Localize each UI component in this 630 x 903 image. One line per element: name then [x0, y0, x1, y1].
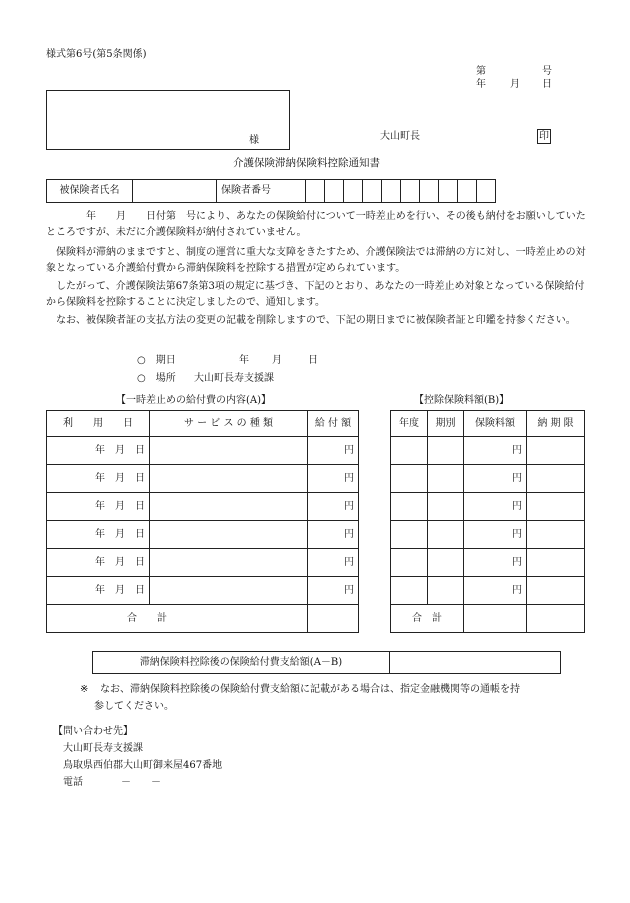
net-payment-label: 滞納保険料控除後の保険給付費支給額(A－B)	[93, 652, 390, 674]
table-a-caption: 【一時差止めの給付費の内容(A)】	[116, 395, 272, 406]
seal-icon: 印	[539, 131, 549, 142]
table-b-year[interactable]	[391, 465, 428, 493]
table-b-period[interactable]	[428, 493, 464, 521]
contact-tel-label: 電話	[63, 777, 83, 788]
table-b-period[interactable]	[428, 521, 464, 549]
table-row	[47, 549, 359, 577]
net-payment-table	[92, 651, 561, 674]
insurer-number-digit[interactable]	[306, 180, 325, 203]
insured-table	[46, 179, 496, 203]
table-b-year[interactable]	[391, 577, 428, 605]
table-a-date[interactable]: 年 月 日	[47, 437, 150, 465]
table-a-amount[interactable]: 円	[308, 549, 359, 577]
table-a-service[interactable]	[150, 577, 308, 605]
table-a-service[interactable]	[150, 549, 308, 577]
table-b-total-due[interactable]	[527, 605, 585, 633]
insurer-number-digit[interactable]	[382, 180, 401, 203]
table-b-period[interactable]	[428, 437, 464, 465]
insurer-number-digit[interactable]	[439, 180, 458, 203]
schedule-place-value: 大山町長寿支援課	[194, 373, 274, 384]
table-a-amount[interactable]: 円	[308, 577, 359, 605]
table-a-header-date: 利 用 日	[47, 411, 150, 437]
insurer-number-digit[interactable]	[344, 180, 363, 203]
table-a-amount[interactable]: 円	[308, 521, 359, 549]
paragraph-1: 年 月 日付第 号により、あなたの保険給付について一時差止めを行い、その後も納付をお願いしていたところですが、未だに介護保険料が納付されていません。	[46, 211, 586, 238]
table-a-header-amount: 給 付 額	[308, 411, 359, 437]
table-a-service[interactable]	[150, 493, 308, 521]
table-a-service[interactable]	[150, 465, 308, 493]
net-payment-value[interactable]	[390, 652, 561, 674]
table-b-amount[interactable]: 円	[464, 521, 527, 549]
schedule-date-label: ○ 期日	[137, 355, 176, 366]
issue-date-month: 月	[510, 79, 520, 90]
table-row	[391, 465, 585, 493]
table-a-amount[interactable]: 円	[308, 437, 359, 465]
table-a-header-service: サ ー ビ ス の 種 類	[150, 411, 308, 437]
table-b-due[interactable]	[527, 521, 585, 549]
table-b-header-period: 期別	[428, 411, 464, 437]
table-row	[391, 437, 585, 465]
issue-date-year: 年	[476, 79, 486, 90]
table-a-date[interactable]: 年 月 日	[47, 493, 150, 521]
table-row	[47, 577, 359, 605]
paragraph-3: したがって、介護保険法第67条第3項の規定に基づき、下記のとおり、あなたの一時差止め対象となっている保険給付から保険料を控除することに決定しましたので、通知します。	[46, 281, 585, 308]
table-a-service[interactable]	[150, 437, 308, 465]
insurer-number-digit[interactable]	[458, 180, 477, 203]
table-a	[46, 410, 359, 633]
issuer-name: 大山町長	[380, 131, 420, 142]
document-title: 介護保険滞納保険料控除通知書	[233, 157, 380, 169]
table-row	[391, 493, 585, 521]
table-a-amount[interactable]: 円	[308, 465, 359, 493]
table-b-total-label: 合 計	[391, 605, 464, 633]
table-b-caption: 【控除保険料額(B)】	[414, 395, 510, 406]
form-label: 様式第6号(第5条関係)	[46, 49, 147, 60]
table-a-date[interactable]: 年 月 日	[47, 521, 150, 549]
table-b-amount[interactable]: 円	[464, 577, 527, 605]
schedule-date-year: 年	[239, 355, 249, 366]
table-b-year[interactable]	[391, 521, 428, 549]
insurer-number-digit[interactable]	[477, 180, 496, 203]
table-b-year[interactable]	[391, 437, 428, 465]
insurer-number-digit[interactable]	[401, 180, 420, 203]
table-row	[391, 521, 585, 549]
table-b-amount[interactable]: 円	[464, 465, 527, 493]
table-a-total-label: 合 計	[47, 605, 308, 633]
insured-name-cell[interactable]	[133, 180, 217, 203]
note-mark: ※	[80, 684, 89, 695]
table-b-header-year: 年度	[391, 411, 428, 437]
table-row	[47, 521, 359, 549]
paragraph-4: なお、被保険者証の支払方法の変更の記載を削除しますので、下記の期日までに被保険者証と印鑑を持参ください。	[46, 315, 576, 326]
table-a-date[interactable]: 年 月 日	[47, 577, 150, 605]
table-b-due[interactable]	[527, 493, 585, 521]
contact-heading: 【問い合わせ先】	[53, 726, 133, 737]
insurer-number-digit[interactable]	[325, 180, 344, 203]
table-b-amount[interactable]: 円	[464, 549, 527, 577]
table-a-date[interactable]: 年 月 日	[47, 465, 150, 493]
table-b-due[interactable]	[527, 577, 585, 605]
table-b-due[interactable]	[527, 465, 585, 493]
table-row	[47, 465, 359, 493]
schedule-date-month: 月	[272, 355, 282, 366]
insured-name-label: 被保険者氏名	[47, 180, 133, 203]
table-row	[391, 549, 585, 577]
table-b-amount[interactable]: 円	[464, 437, 527, 465]
table-b-amount[interactable]: 円	[464, 493, 527, 521]
table-row	[391, 577, 585, 605]
note-line-1: なお、滞納保険料控除後の保険給付費支給額に記載がある場合は、指定金融機関等の通帳を持	[100, 684, 520, 695]
table-b-due[interactable]	[527, 549, 585, 577]
issue-date-day: 日	[542, 79, 552, 90]
contact-dept: 大山町長寿支援課	[63, 743, 143, 754]
schedule-date-day: 日	[308, 355, 318, 366]
contact-address: 鳥取県西伯郡大山町御来屋467番地	[63, 760, 223, 771]
table-b-year[interactable]	[391, 549, 428, 577]
table-b-period[interactable]	[428, 549, 464, 577]
table-b	[390, 410, 585, 633]
paragraph-2: 保険料が滞納のままですと、制度の運営に重大な支障をきたすため、介護保険法では滞納の方に対し、一時差止めの対象となっている介護給付費から滞納保険料を控除する措置が定められています。	[46, 247, 586, 274]
insurer-number-digit[interactable]	[420, 180, 439, 203]
table-b-due[interactable]	[527, 437, 585, 465]
doc-number-go: 号	[542, 66, 552, 77]
table-b-total-amount[interactable]	[464, 605, 527, 633]
note-line-2: 参してください。	[94, 701, 174, 712]
table-b-year[interactable]	[391, 493, 428, 521]
table-a-amount[interactable]: 円	[308, 493, 359, 521]
table-b-period[interactable]	[428, 577, 464, 605]
table-row	[47, 493, 359, 521]
table-a-service[interactable]	[150, 521, 308, 549]
table-b-header-amount: 保険料額	[464, 411, 527, 437]
insurer-number-digit[interactable]	[363, 180, 382, 203]
table-b-period[interactable]	[428, 465, 464, 493]
addressee-sama: 様	[249, 135, 259, 146]
contact-tel-value: － －	[121, 777, 161, 788]
doc-number-dai: 第	[476, 66, 486, 77]
table-b-header-due: 納 期 限	[527, 411, 585, 437]
addressee-box[interactable]	[46, 90, 290, 150]
issuer-seal	[537, 129, 551, 144]
schedule-place-label: ○ 場所	[137, 373, 176, 384]
insurer-number-label: 保険者番号	[217, 180, 306, 203]
table-a-date[interactable]: 年 月 日	[47, 549, 150, 577]
table-a-total-amount[interactable]	[308, 605, 359, 633]
table-row	[47, 437, 359, 465]
